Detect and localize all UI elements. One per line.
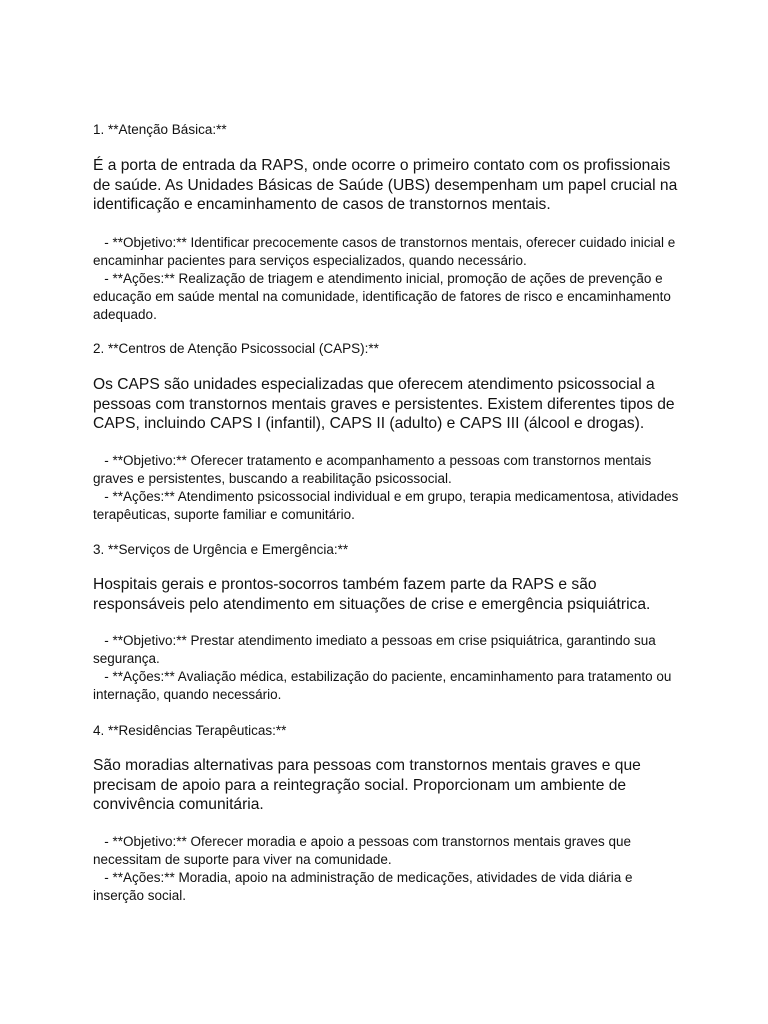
- section-bullets: [93, 632, 683, 704]
- section-residencias-terapeuticas: [93, 722, 683, 903]
- section-bullets: [93, 833, 683, 905]
- section-bullets: [93, 234, 683, 324]
- objetivo-item: - **Objetivo:** Prestar atendimento imediato a pessoas em crise psiquiátrica, garantindo sua segurança.: [93, 633, 660, 666]
- section-intro: Hospitais gerais e prontos-socorros também fazem parte da RAPS e são responsáveis pelo atendimento em situações de crise e emergência psiquiátrica.: [93, 576, 651, 613]
- acoes-item: - **Ações:** Realização de triagem e atendimento inicial, promoção de ações de prevenção e educação em saúde mental na comunidade, identificação de fatores de risco e encaminhamento adequado.: [93, 271, 675, 322]
- section-atencao-basica: [93, 121, 683, 322]
- section-caps: [93, 340, 683, 522]
- section-urgencia-emergencia: [93, 541, 683, 702]
- section-intro: São moradias alternativas para pessoas com transtornos mentais graves e que precisam de apoio para a reintegração social. Proporcionam um ambiente de convivência comunitária.: [93, 757, 641, 813]
- objetivo-item: - **Objetivo:** Oferecer moradia e apoio a pessoas com transtornos mentais graves que necessitam de suporte para viver na comunidade.: [93, 834, 635, 867]
- acoes-item: - **Ações:** Atendimento psicossocial individual e em grupo, terapia medicamentosa, atividades terapêuticas, suporte familiar e comunitário.: [93, 489, 683, 522]
- section-heading: 2. **Centros de Atenção Psicossocial (CAPS):**: [93, 341, 379, 356]
- section-heading: 1. **Atenção Básica:**: [93, 122, 227, 137]
- acoes-item: - **Ações:** Avaliação médica, estabilização do paciente, encaminhamento para tratamento ou internação, quando necessário.: [93, 669, 676, 702]
- section-intro: É a porta de entrada da RAPS, onde ocorre o primeiro contato com os profissionais de saúde. As Unidades Básicas de Saúde (UBS) desempenham um papel crucial na identificação e encaminhamento de casos de transtornos mentais.: [93, 157, 678, 213]
- section-heading: 4. **Residências Terapêuticas:**: [93, 723, 287, 738]
- acoes-item: - **Ações:** Moradia, apoio na administração de medicações, atividades de vida diária e inserção social.: [93, 870, 637, 903]
- section-heading: 3. **Serviços de Urgência e Emergência:**: [93, 542, 349, 557]
- section-intro: Os CAPS são unidades especializadas que oferecem atendimento psicossocial a pessoas com transtornos mentais graves e persistentes. Existem diferentes tipos de CAPS, incluindo CAPS I (infantil), CAPS II (adulto) e CAPS III (álcool e drogas).: [93, 376, 675, 432]
- objetivo-item: - **Objetivo:** Oferecer tratamento e acompanhamento a pessoas com transtornos mentais graves e persistentes, buscando a reabilitação psicossocial.: [93, 453, 656, 486]
- section-bullets: [93, 452, 683, 524]
- objetivo-item: - **Objetivo:** Identificar precocemente casos de transtornos mentais, oferecer cuidado inicial e encaminhar pacientes para serviços especializados, quando necessário.: [93, 235, 680, 268]
